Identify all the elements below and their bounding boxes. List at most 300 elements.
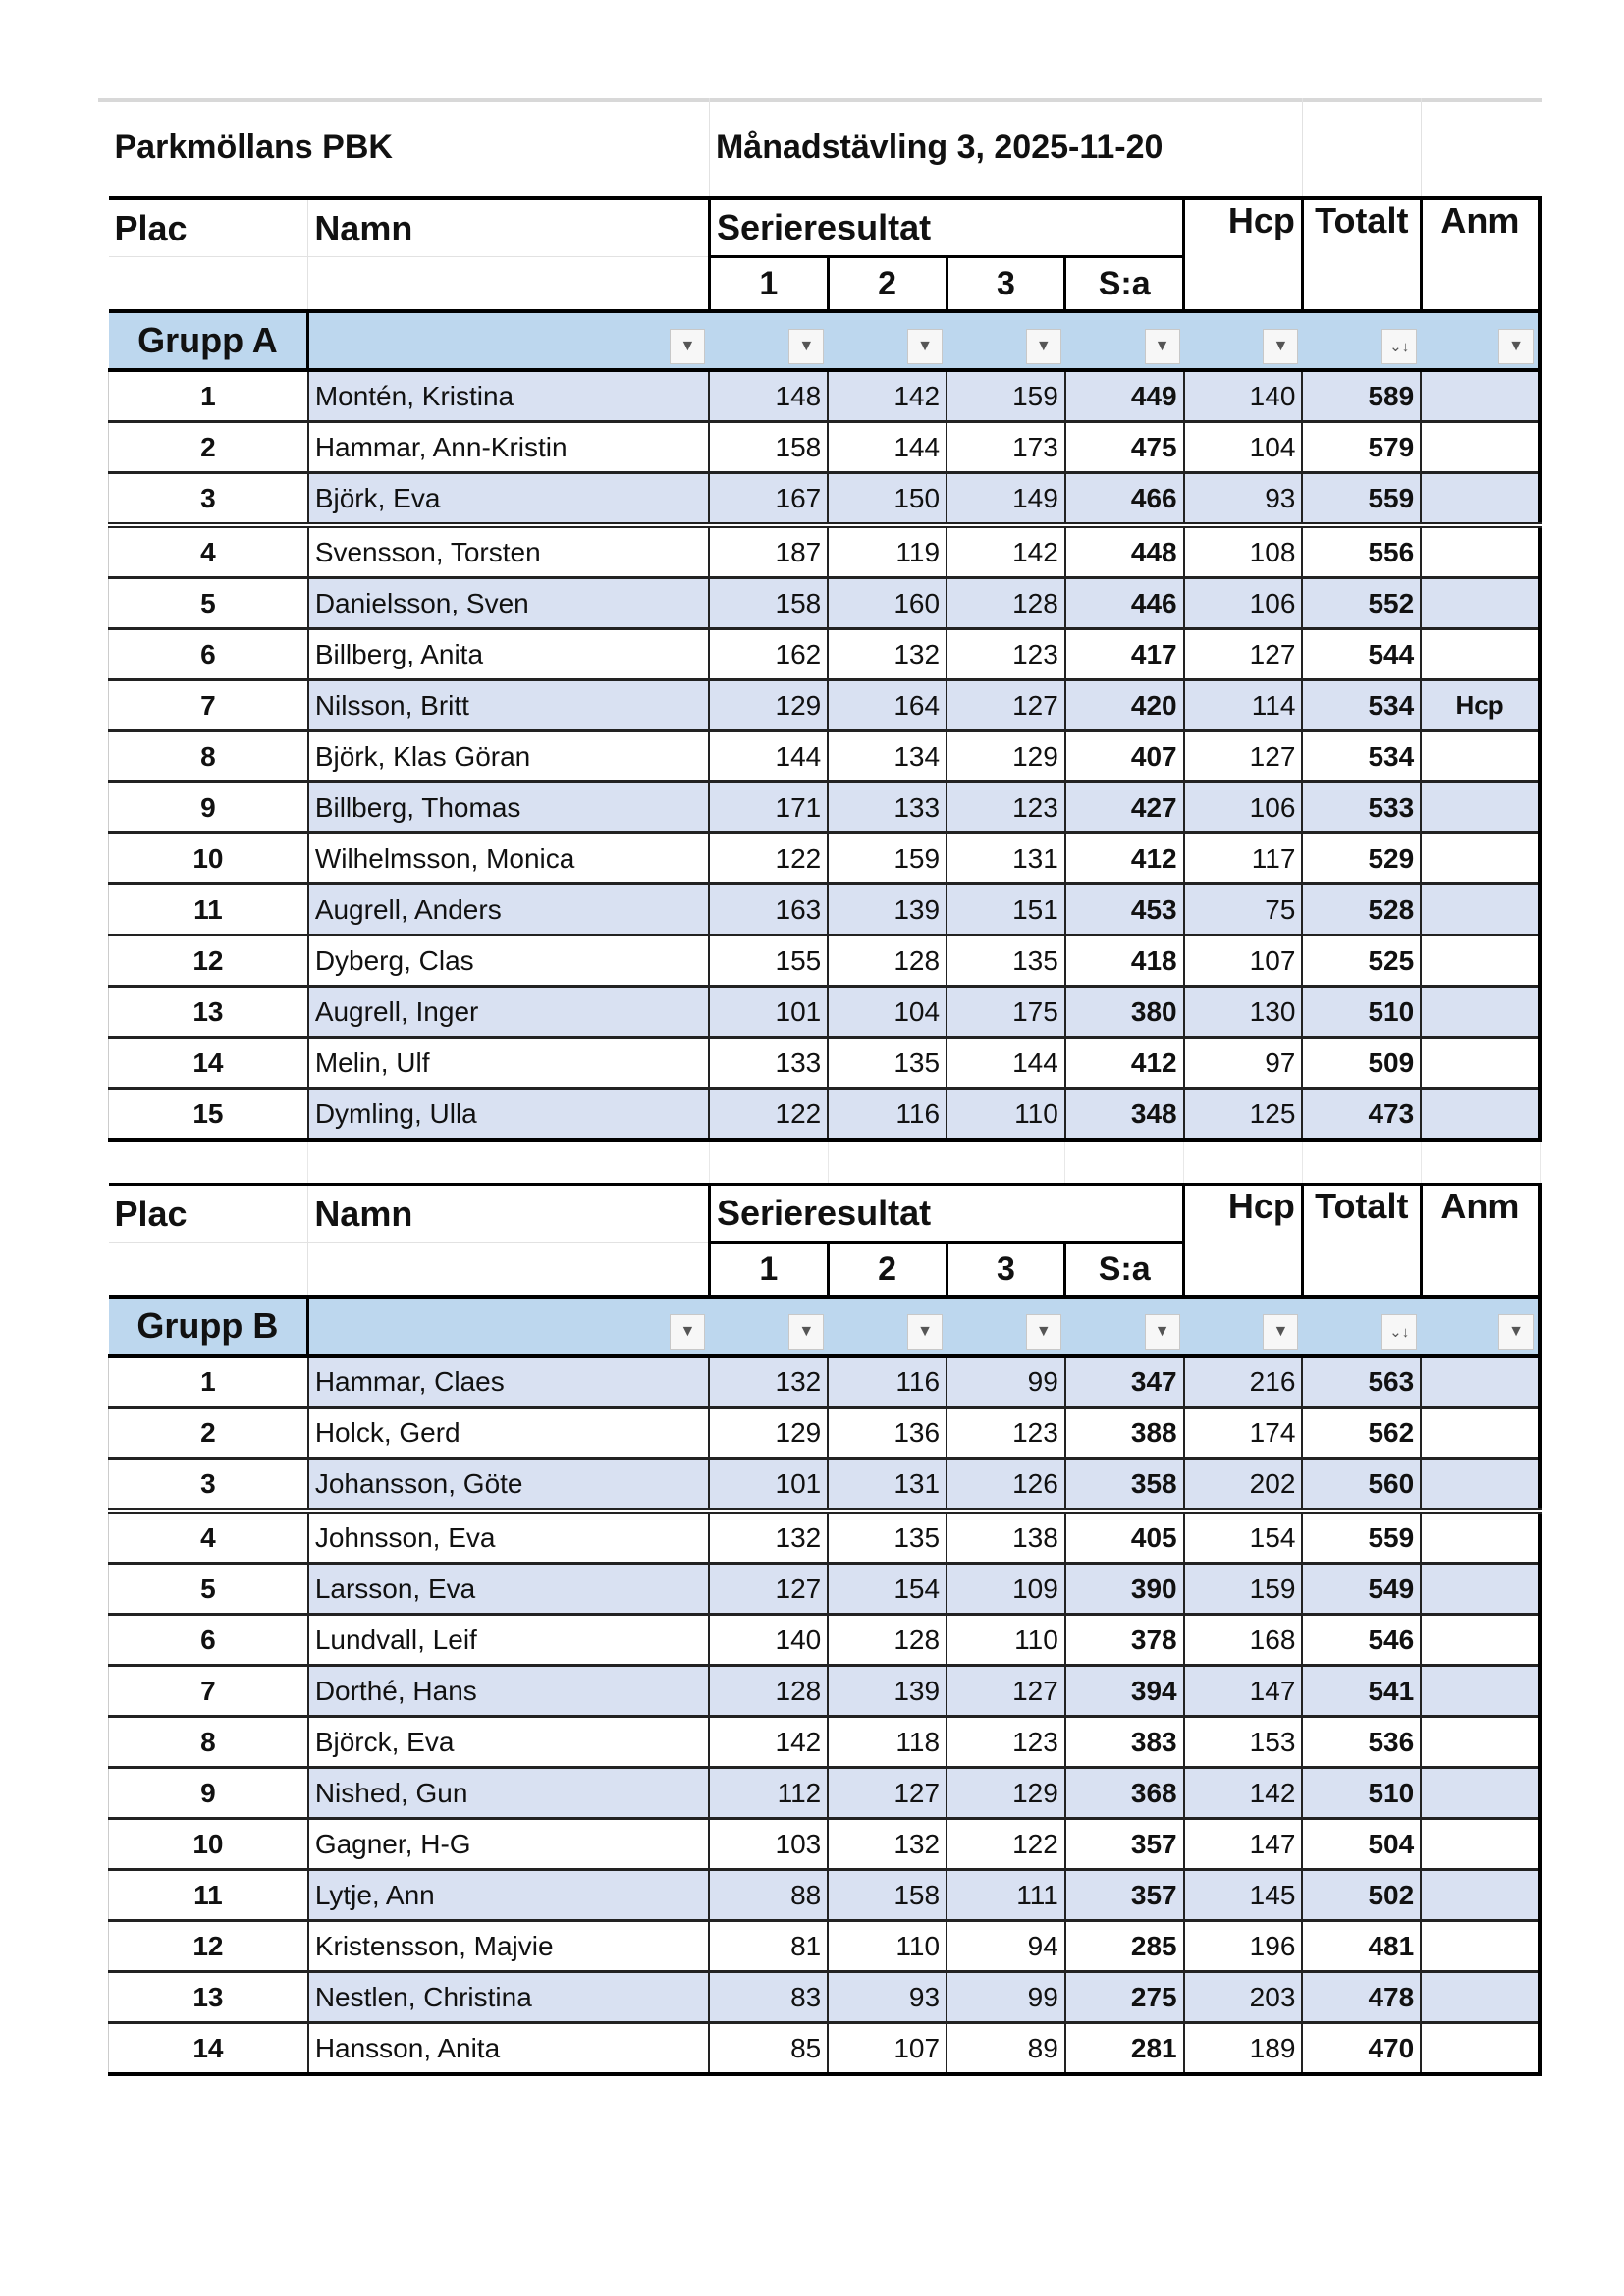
cell-series-2: 139 bbox=[828, 884, 947, 935]
header-series-1: 1 bbox=[709, 257, 828, 312]
cell-plac: 2 bbox=[109, 422, 308, 473]
cell-anm bbox=[1421, 1459, 1540, 1512]
cell-series-1: 158 bbox=[709, 422, 828, 473]
header-namn: Namn bbox=[308, 198, 710, 257]
cell-series-2: 134 bbox=[828, 731, 947, 782]
group-label: Grupp A bbox=[109, 311, 308, 370]
header-totalt: Totalt bbox=[1302, 198, 1421, 311]
sort-descending-icon[interactable]: ⌄↓ bbox=[1381, 329, 1417, 364]
cell-totalt: 579 bbox=[1302, 422, 1421, 473]
filter-cell-s2 bbox=[828, 311, 947, 370]
cell-hcp: 142 bbox=[1184, 1768, 1303, 1819]
cell-series-3: 129 bbox=[947, 1768, 1065, 1819]
table-row bbox=[109, 935, 1541, 987]
cell-anm bbox=[1421, 731, 1540, 782]
cell-plac: 1 bbox=[109, 1356, 308, 1408]
cell-sum: 412 bbox=[1065, 1038, 1184, 1089]
filter-dropdown-icon[interactable]: ▼ bbox=[1498, 329, 1534, 364]
cell-series-1: 122 bbox=[709, 1089, 828, 1141]
title-row bbox=[109, 98, 1541, 198]
cell-namn: Augrell, Anders bbox=[308, 884, 710, 935]
empty-cell bbox=[109, 1140, 308, 1185]
cell-namn: Nilsson, Britt bbox=[308, 680, 710, 731]
filter-cell-totalt bbox=[1302, 1297, 1421, 1356]
filter-cell-sum bbox=[1065, 311, 1184, 370]
cell-plac: 1 bbox=[109, 370, 308, 422]
filter-cell-hcp bbox=[1184, 1297, 1303, 1356]
empty-cell bbox=[1184, 1140, 1303, 1185]
cell-series-2: 93 bbox=[828, 1972, 947, 2023]
cell-sum: 418 bbox=[1065, 935, 1184, 987]
header-anm: Anm bbox=[1421, 1185, 1540, 1298]
cell-namn: Nestlen, Christina bbox=[308, 1972, 710, 2023]
cell-totalt: 562 bbox=[1302, 1408, 1421, 1459]
cell-namn: Dyberg, Clas bbox=[308, 935, 710, 987]
cell-series-1: 129 bbox=[709, 1408, 828, 1459]
cell-series-2: 118 bbox=[828, 1717, 947, 1768]
header-anm: Anm bbox=[1421, 198, 1540, 311]
filter-dropdown-icon[interactable]: ▼ bbox=[1026, 329, 1061, 364]
cell-series-1: 88 bbox=[709, 1870, 828, 1921]
filter-dropdown-icon[interactable]: ▼ bbox=[1145, 329, 1180, 364]
header-series-2: 2 bbox=[828, 257, 947, 312]
cell-anm bbox=[1421, 1511, 1540, 1564]
cell-anm bbox=[1421, 1089, 1540, 1141]
cell-series-3: 129 bbox=[947, 731, 1065, 782]
cell-sum: 383 bbox=[1065, 1717, 1184, 1768]
cell-series-3: 142 bbox=[947, 525, 1065, 578]
cell-series-3: 144 bbox=[947, 1038, 1065, 1089]
cell-hcp: 145 bbox=[1184, 1870, 1303, 1921]
table-row bbox=[109, 422, 1541, 473]
cell-namn: Björk, Klas Göran bbox=[308, 731, 710, 782]
cell-sum: 275 bbox=[1065, 1972, 1184, 2023]
cell-hcp: 196 bbox=[1184, 1921, 1303, 1972]
cell-anm bbox=[1421, 1717, 1540, 1768]
empty-cell bbox=[1065, 1185, 1184, 1243]
sort-descending-icon[interactable]: ⌄↓ bbox=[1381, 1314, 1417, 1350]
header-serieresultat: Serieresultat bbox=[709, 1185, 1064, 1243]
cell-hcp: 159 bbox=[1184, 1564, 1303, 1615]
cell-plac: 7 bbox=[109, 680, 308, 731]
cell-namn: Holck, Gerd bbox=[308, 1408, 710, 1459]
cell-anm bbox=[1421, 1564, 1540, 1615]
filter-cell-s3 bbox=[947, 1297, 1065, 1356]
cell-series-3: 109 bbox=[947, 1564, 1065, 1615]
cell-plac: 10 bbox=[109, 833, 308, 884]
cell-hcp: 106 bbox=[1184, 782, 1303, 833]
table-row bbox=[109, 680, 1541, 731]
cell-anm bbox=[1421, 935, 1540, 987]
table-row bbox=[109, 987, 1541, 1038]
cell-series-1: 155 bbox=[709, 935, 828, 987]
cell-totalt: 534 bbox=[1302, 680, 1421, 731]
cell-series-2: 116 bbox=[828, 1089, 947, 1141]
cell-anm bbox=[1421, 1666, 1540, 1717]
cell-hcp: 104 bbox=[1184, 422, 1303, 473]
filter-cell-anm bbox=[1421, 311, 1540, 370]
filter-dropdown-icon[interactable]: ▼ bbox=[1145, 1314, 1180, 1350]
cell-namn: Billberg, Anita bbox=[308, 629, 710, 680]
cell-series-3: 94 bbox=[947, 1921, 1065, 1972]
cell-series-1: 81 bbox=[709, 1921, 828, 1972]
table-row bbox=[109, 370, 1541, 422]
filter-cell-sum bbox=[1065, 1297, 1184, 1356]
cell-series-1: 158 bbox=[709, 578, 828, 629]
empty-cell bbox=[1302, 1140, 1421, 1185]
table-row bbox=[109, 1768, 1541, 1819]
cell-plac: 11 bbox=[109, 884, 308, 935]
cell-hcp: 140 bbox=[1184, 370, 1303, 422]
filter-dropdown-icon[interactable]: ▼ bbox=[1263, 329, 1298, 364]
empty-cell bbox=[1065, 198, 1184, 257]
club-name: Parkmöllans PBK bbox=[109, 98, 710, 198]
cell-series-3: 99 bbox=[947, 1972, 1065, 2023]
table-row bbox=[109, 525, 1541, 578]
cell-sum: 368 bbox=[1065, 1768, 1184, 1819]
cell-plac: 13 bbox=[109, 987, 308, 1038]
cell-totalt: 502 bbox=[1302, 1870, 1421, 1921]
cell-plac: 5 bbox=[109, 578, 308, 629]
cell-hcp: 127 bbox=[1184, 731, 1303, 782]
cell-namn: Larsson, Eva bbox=[308, 1564, 710, 1615]
cell-plac: 4 bbox=[109, 525, 308, 578]
cell-series-3: 128 bbox=[947, 578, 1065, 629]
cell-series-3: 123 bbox=[947, 1717, 1065, 1768]
cell-series-1: 85 bbox=[709, 2023, 828, 2075]
cell-totalt: 534 bbox=[1302, 731, 1421, 782]
table-row bbox=[109, 629, 1541, 680]
cell-hcp: 202 bbox=[1184, 1459, 1303, 1512]
cell-plac: 12 bbox=[109, 1921, 308, 1972]
filter-dropdown-icon[interactable]: ▼ bbox=[907, 1314, 943, 1350]
cell-series-2: 150 bbox=[828, 473, 947, 526]
table-row bbox=[109, 1972, 1541, 2023]
cell-series-2: 110 bbox=[828, 1921, 947, 1972]
cell-sum: 285 bbox=[1065, 1921, 1184, 1972]
cell-series-2: 142 bbox=[828, 370, 947, 422]
cell-sum: 357 bbox=[1065, 1870, 1184, 1921]
cell-anm bbox=[1421, 578, 1540, 629]
cell-series-2: 128 bbox=[828, 935, 947, 987]
cell-series-3: 99 bbox=[947, 1356, 1065, 1408]
empty-cell bbox=[308, 1243, 710, 1298]
cell-sum: 378 bbox=[1065, 1615, 1184, 1666]
cell-plac: 8 bbox=[109, 1717, 308, 1768]
cell-namn: Dymling, Ulla bbox=[308, 1089, 710, 1141]
cell-series-1: 133 bbox=[709, 1038, 828, 1089]
group-header-row bbox=[109, 1297, 1541, 1356]
filter-dropdown-icon[interactable]: ▼ bbox=[670, 329, 705, 364]
cell-hcp: 75 bbox=[1184, 884, 1303, 935]
header-plac: Plac bbox=[109, 1185, 308, 1243]
filter-dropdown-icon[interactable]: ▼ bbox=[1263, 1314, 1298, 1350]
cell-anm bbox=[1421, 884, 1540, 935]
cell-series-1: 101 bbox=[709, 1459, 828, 1512]
filter-cell-namn bbox=[308, 311, 710, 370]
empty-cell bbox=[1421, 1140, 1540, 1185]
cell-series-3: 135 bbox=[947, 935, 1065, 987]
cell-anm bbox=[1421, 1408, 1540, 1459]
table-row bbox=[109, 1408, 1541, 1459]
cell-sum: 357 bbox=[1065, 1819, 1184, 1870]
cell-namn: Hansson, Anita bbox=[308, 2023, 710, 2075]
cell-anm bbox=[1421, 422, 1540, 473]
cell-plac: 6 bbox=[109, 1615, 308, 1666]
cell-series-1: 83 bbox=[709, 1972, 828, 2023]
cell-plac: 9 bbox=[109, 1768, 308, 1819]
cell-hcp: 106 bbox=[1184, 578, 1303, 629]
cell-namn: Danielsson, Sven bbox=[308, 578, 710, 629]
filter-cell-s1 bbox=[709, 1297, 828, 1356]
cell-namn: Lytje, Ann bbox=[308, 1870, 710, 1921]
cell-hcp: 114 bbox=[1184, 680, 1303, 731]
cell-hcp: 127 bbox=[1184, 629, 1303, 680]
results-table bbox=[108, 98, 1542, 2076]
cell-series-2: 104 bbox=[828, 987, 947, 1038]
cell-namn: Kristensson, Majvie bbox=[308, 1921, 710, 1972]
empty-cell bbox=[308, 257, 710, 312]
empty-cell bbox=[709, 1140, 828, 1185]
group-label: Grupp B bbox=[109, 1297, 308, 1356]
table-row bbox=[109, 1666, 1541, 1717]
cell-totalt: 504 bbox=[1302, 1819, 1421, 1870]
cell-totalt: 529 bbox=[1302, 833, 1421, 884]
cell-series-3: 110 bbox=[947, 1615, 1065, 1666]
cell-anm bbox=[1421, 1870, 1540, 1921]
cell-series-1: 144 bbox=[709, 731, 828, 782]
cell-hcp: 130 bbox=[1184, 987, 1303, 1038]
cell-anm bbox=[1421, 1972, 1540, 2023]
cell-series-2: 160 bbox=[828, 578, 947, 629]
table-row bbox=[109, 1615, 1541, 1666]
cell-anm bbox=[1421, 473, 1540, 526]
cell-series-1: 167 bbox=[709, 473, 828, 526]
cell-namn: Dorthé, Hans bbox=[308, 1666, 710, 1717]
cell-plac: 12 bbox=[109, 935, 308, 987]
cell-sum: 475 bbox=[1065, 422, 1184, 473]
cell-series-2: 135 bbox=[828, 1038, 947, 1089]
cell-series-1: 163 bbox=[709, 884, 828, 935]
cell-plac: 5 bbox=[109, 1564, 308, 1615]
cell-series-2: 158 bbox=[828, 1870, 947, 1921]
cell-series-3: 173 bbox=[947, 422, 1065, 473]
cell-namn: Hammar, Ann-Kristin bbox=[308, 422, 710, 473]
cell-totalt: 510 bbox=[1302, 987, 1421, 1038]
cell-series-2: 133 bbox=[828, 782, 947, 833]
event-title: Månadstävling 3, 2025-11-20 bbox=[709, 98, 1302, 198]
cell-plac: 15 bbox=[109, 1089, 308, 1141]
cell-series-3: 127 bbox=[947, 680, 1065, 731]
table-row bbox=[109, 1921, 1541, 1972]
filter-dropdown-icon[interactable]: ▼ bbox=[788, 329, 824, 364]
cell-namn: Björck, Eva bbox=[308, 1717, 710, 1768]
cell-hcp: 107 bbox=[1184, 935, 1303, 987]
cell-sum: 449 bbox=[1065, 370, 1184, 422]
cell-totalt: 559 bbox=[1302, 473, 1421, 526]
cell-series-1: 101 bbox=[709, 987, 828, 1038]
cell-anm bbox=[1421, 370, 1540, 422]
cell-plac: 14 bbox=[109, 2023, 308, 2075]
cell-totalt: 478 bbox=[1302, 1972, 1421, 2023]
empty-cell bbox=[1302, 98, 1421, 198]
cell-plac: 13 bbox=[109, 1972, 308, 2023]
cell-namn: Johnsson, Eva bbox=[308, 1511, 710, 1564]
table-row bbox=[109, 1511, 1541, 1564]
cell-namn: Björk, Eva bbox=[308, 473, 710, 526]
cell-hcp: 147 bbox=[1184, 1819, 1303, 1870]
filter-dropdown-icon[interactable]: ▼ bbox=[1026, 1314, 1061, 1350]
cell-sum: 420 bbox=[1065, 680, 1184, 731]
empty-cell bbox=[109, 1243, 308, 1298]
cell-namn: Lundvall, Leif bbox=[308, 1615, 710, 1666]
cell-series-3: 110 bbox=[947, 1089, 1065, 1141]
cell-totalt: 560 bbox=[1302, 1459, 1421, 1512]
cell-series-3: 111 bbox=[947, 1870, 1065, 1921]
cell-totalt: 473 bbox=[1302, 1089, 1421, 1141]
cell-series-2: 127 bbox=[828, 1768, 947, 1819]
cell-hcp: 216 bbox=[1184, 1356, 1303, 1408]
cell-totalt: 510 bbox=[1302, 1768, 1421, 1819]
cell-series-1: 132 bbox=[709, 1511, 828, 1564]
cell-hcp: 125 bbox=[1184, 1089, 1303, 1141]
cell-namn: Hammar, Claes bbox=[308, 1356, 710, 1408]
cell-series-2: 159 bbox=[828, 833, 947, 884]
cell-series-1: 162 bbox=[709, 629, 828, 680]
cell-hcp: 174 bbox=[1184, 1408, 1303, 1459]
cell-series-2: 144 bbox=[828, 422, 947, 473]
table-row bbox=[109, 782, 1541, 833]
cell-sum: 466 bbox=[1065, 473, 1184, 526]
table-row bbox=[109, 731, 1541, 782]
cell-sum: 388 bbox=[1065, 1408, 1184, 1459]
cell-totalt: 589 bbox=[1302, 370, 1421, 422]
header-series-3: 3 bbox=[947, 257, 1065, 312]
table-row bbox=[109, 2023, 1541, 2075]
cell-plac: 3 bbox=[109, 473, 308, 526]
cell-totalt: 549 bbox=[1302, 1564, 1421, 1615]
cell-hcp: 203 bbox=[1184, 1972, 1303, 2023]
cell-sum: 390 bbox=[1065, 1564, 1184, 1615]
cell-series-1: 140 bbox=[709, 1615, 828, 1666]
empty-cell bbox=[109, 257, 308, 312]
cell-series-3: 151 bbox=[947, 884, 1065, 935]
cell-plac: 14 bbox=[109, 1038, 308, 1089]
column-header-row bbox=[109, 1185, 1541, 1243]
cell-plac: 9 bbox=[109, 782, 308, 833]
header-series-2: 2 bbox=[828, 1243, 947, 1298]
cell-plac: 2 bbox=[109, 1408, 308, 1459]
cell-series-1: 128 bbox=[709, 1666, 828, 1717]
cell-totalt: 544 bbox=[1302, 629, 1421, 680]
table-row bbox=[109, 578, 1541, 629]
header-plac: Plac bbox=[109, 198, 308, 257]
table-row bbox=[109, 1356, 1541, 1408]
cell-series-2: 154 bbox=[828, 1564, 947, 1615]
header-namn: Namn bbox=[308, 1185, 710, 1243]
cell-totalt: 536 bbox=[1302, 1717, 1421, 1768]
cell-series-1: 112 bbox=[709, 1768, 828, 1819]
cell-anm bbox=[1421, 1615, 1540, 1666]
cell-series-3: 123 bbox=[947, 1408, 1065, 1459]
filter-cell-namn bbox=[308, 1297, 710, 1356]
header-hcp: Hcp bbox=[1184, 1185, 1303, 1298]
table-row bbox=[109, 1459, 1541, 1512]
cell-totalt: 470 bbox=[1302, 2023, 1421, 2075]
cell-namn: Augrell, Inger bbox=[308, 987, 710, 1038]
cell-anm bbox=[1421, 833, 1540, 884]
cell-namn: Nished, Gun bbox=[308, 1768, 710, 1819]
cell-anm bbox=[1421, 987, 1540, 1038]
cell-series-3: 131 bbox=[947, 833, 1065, 884]
spacer-row bbox=[109, 1140, 1541, 1185]
empty-cell bbox=[828, 1140, 947, 1185]
cell-anm bbox=[1421, 629, 1540, 680]
cell-series-2: 119 bbox=[828, 525, 947, 578]
cell-anm bbox=[1421, 1768, 1540, 1819]
empty-cell bbox=[1421, 98, 1540, 198]
filter-dropdown-icon[interactable]: ▼ bbox=[907, 329, 943, 364]
cell-hcp: 189 bbox=[1184, 2023, 1303, 2075]
cell-sum: 412 bbox=[1065, 833, 1184, 884]
cell-plac: 4 bbox=[109, 1511, 308, 1564]
cell-series-1: 127 bbox=[709, 1564, 828, 1615]
cell-anm: Hcp bbox=[1421, 680, 1540, 731]
cell-totalt: 563 bbox=[1302, 1356, 1421, 1408]
cell-anm bbox=[1421, 525, 1540, 578]
table-row bbox=[109, 1564, 1541, 1615]
filter-cell-s3 bbox=[947, 311, 1065, 370]
cell-hcp: 97 bbox=[1184, 1038, 1303, 1089]
header-series-1: 1 bbox=[709, 1243, 828, 1298]
cell-namn: Gagner, H-G bbox=[308, 1819, 710, 1870]
cell-namn: Billberg, Thomas bbox=[308, 782, 710, 833]
cell-hcp: 108 bbox=[1184, 525, 1303, 578]
filter-dropdown-icon[interactable]: ▼ bbox=[670, 1314, 705, 1350]
filter-dropdown-icon[interactable]: ▼ bbox=[1498, 1314, 1534, 1350]
cell-series-1: 132 bbox=[709, 1356, 828, 1408]
cell-anm bbox=[1421, 2023, 1540, 2075]
column-header-row bbox=[109, 198, 1541, 257]
cell-totalt: 533 bbox=[1302, 782, 1421, 833]
cell-sum: 453 bbox=[1065, 884, 1184, 935]
group-header-row bbox=[109, 311, 1541, 370]
cell-anm bbox=[1421, 1921, 1540, 1972]
cell-series-2: 132 bbox=[828, 629, 947, 680]
cell-totalt: 546 bbox=[1302, 1615, 1421, 1666]
filter-dropdown-icon[interactable]: ▼ bbox=[788, 1314, 824, 1350]
filter-cell-totalt bbox=[1302, 311, 1421, 370]
table-row bbox=[109, 1819, 1541, 1870]
table-row bbox=[109, 833, 1541, 884]
header-hcp: Hcp bbox=[1184, 198, 1303, 311]
cell-anm bbox=[1421, 1038, 1540, 1089]
header-sum: S:a bbox=[1065, 257, 1184, 312]
table-row bbox=[109, 1717, 1541, 1768]
cell-series-1: 129 bbox=[709, 680, 828, 731]
cell-series-3: 159 bbox=[947, 370, 1065, 422]
cell-series-1: 171 bbox=[709, 782, 828, 833]
table-row bbox=[109, 1870, 1541, 1921]
cell-series-3: 175 bbox=[947, 987, 1065, 1038]
cell-series-1: 187 bbox=[709, 525, 828, 578]
cell-sum: 358 bbox=[1065, 1459, 1184, 1512]
cell-series-1: 103 bbox=[709, 1819, 828, 1870]
cell-anm bbox=[1421, 1356, 1540, 1408]
cell-series-1: 142 bbox=[709, 1717, 828, 1768]
cell-hcp: 93 bbox=[1184, 473, 1303, 526]
cell-series-2: 139 bbox=[828, 1666, 947, 1717]
